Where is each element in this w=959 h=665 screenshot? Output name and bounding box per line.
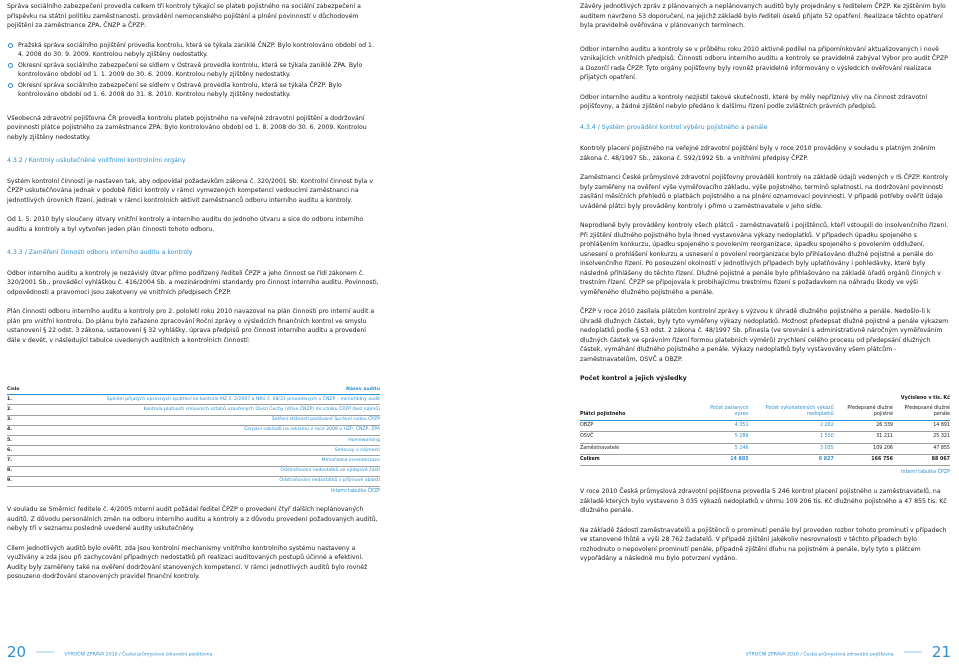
table-row [7,425,380,435]
column-header: Plátci pojistného [580,404,700,421]
system-paragraph: Systém kontrolní činnosti je nastaven tak, aby odpovídal požadavkům zákona č. 320/2001 Sb. Kontrolní činnost byla v ČPZP uskutečňována jednak v podobě řídicí kontroly v rámci vymezených kompetencí vedoucími zaměstnanci na jednotlivých úrovních řízení, jednak v rámci kontrolních aktivit zaměstnanců odboru interního auditu a kontroly. [7,177,373,204]
section-heading-433: 4.3.3 / Zaměření činnosti odboru interního auditu a kontroly [7,249,193,256]
vzp-paragraph: Všeobecná zdravotní pojišťovna ČR provedla kontrolu plateb pojistného na veřejné zdravotní pojištění a dodržování povinností plátce pojistného za zaměstnance ZPA. Bylo kontrolováno období od 1. 8. 2008 do 30. 6. 2009. Kontrolou nebyly zjištěny nedostatky. [7,114,367,141]
zamestnanci-paragraph: Zaměstnanci České průmyslové zdravotní pojišťovny prováděli kontroly na základě údajů vedených v IS ČPZP. Kontroly byly zaměřeny na ověření výše vyměřovacího základu, výše pojistného, termínů splatnosti, na dodržování povinností zasílání měsíčních přehledů o platbách pojistného a na plnění oznamovací povinnosti. V případě potřeby ověřit údaje uváděné plátci byly prováděny kontroly i přímo u zaměstnavatele v jeho sídle. [580,174,949,210]
table-cell: 3 035 [749,443,834,454]
table-cell: 14 883 [700,454,749,465]
table-cell: Celkem [580,454,700,465]
audit-name: Splnění přijatých opravných opatření ke kontrole MZ č. 2/2007 a NKÚ č. 08/31 provedených v ČNZP – mimořádný audit [27,395,380,405]
table-cell: 6 827 [749,454,834,465]
table-source: Interní tabulka ČPZP [331,489,380,495]
table-row [7,415,380,425]
row-number: 8. [7,466,27,476]
vroce-paragraph: V roce 2010 Česká průmyslová zdravotní pojišťovna provedla 5 246 kontrol placení pojistného u zaměstnavatelů, na základě kterých bylo vystaveno 3 035 výkazů nedoplatků v úhrnu 109 206 tis. Kč dlužného pojistného a 47 855 tis. Kč dlužného penále. [580,488,947,515]
row-number: 3. [7,415,27,425]
unit-label: Vyčísleno v tis. Kč [900,395,950,401]
list-item: Okresní správa sociálního zabezpečení se sídlem v Ostravě provedla kontrolu, která se týkala ČPZP. Bylo kontrolováno období od 1. 6. 2008 do 31. 8. 2010. Kontrolou nebyly zjištěny nedostatky. [7,81,380,100]
table-cell: 88 067 [893,454,950,465]
column-header: Předepsané dlužné pojistné [834,404,893,421]
column-header-name: Název auditu [27,385,380,395]
table-cell: 2 262 [749,421,834,432]
plan-paragraph: Plán činnosti odboru interního auditu a kontroly pro 2. pololetí roku 2010 navazoval na plán činnosti pro interní audit a plán pro vnitřní kontrolu. Do plánu bylo zařazeno zpracování Roční zprávy o výsledcích finančních kontrol ve smyslu ustanovení § 22 odst. 3 zákona, ustanovení § 32 vyhlášky, úprava předpisů pro činnost interního auditu a provedení dále v devět, v následující tabulce uvedených auditních a kontrolních činností: [7,308,375,344]
audit-name: Smlouvy o nájmech [27,446,380,456]
table-row [7,436,380,446]
row-number: 7. [7,456,27,466]
section-heading-434: 4.3.4 / Systém provádění kontrol výběru pojistného a penále [580,123,768,131]
table-row [580,432,950,443]
audit-name: Homeworking [27,436,380,446]
table-header-row [7,385,380,395]
footer-text: VÝROČNÍ ZPRÁVA 2010 / Česká průmyslová zdravotní pojišťovna [64,652,213,658]
column-header-number: Číslo [7,385,27,395]
table-source: Interní tabulka ČPZP [901,469,950,475]
table-cell: 109 206 [834,443,893,454]
column-header: Předepsané dlužné penále [893,404,950,421]
audit-name: Odstraňování nedostatků ve výdajové části [27,466,380,476]
table-header-row [580,404,950,421]
audit-name: Šetření stížnosti podávané Správní radou ČPZP [27,415,380,425]
table-cell: 5 246 [700,443,749,454]
soulad-paragraph: V souladu se Směrnicí ředitele č. 4/2005 Interní audit požádal ředitel ČPZP o provedení čtyř dalších neplánovaných auditů. Z důvodu personálních změn na odboru interního auditu a kontroly a z důvodu provedení požadovaných auditů, nebyly tři v seznamu posledně uvedené audity uskutečněny. [7,506,378,533]
table-row [580,421,950,432]
cpzp2010-paragraph: ČPZP v roce 2010 zasílala plátcům kontrolní zprávy s výzvou k úhradě dlužného pojistného a penále. Nedošlo-li k úhradě dlužných částek, byly tyto vyměřeny výkazy nedoplatků. Možnost předepsat dlužné pojistné a penále výkazem nedoplatků podle § 53 odst. 2 zákona č. 48/1997 Sb. přinesla (ve srovnání s administrativně náročným vyměřováním dlužných částek ve správním řízení formou platebních výměrů) zrychlení celého procesu od předepsání dlužných částek, vymáhání dlužného pojistného a penále. Výkazy nedoplatků byly vystavovány všem plátcům - zaměstnavatelům, OSVČ a OBZP. [580,308,949,363]
audit-name: Kontrola platnosti smluvních vztahů uzavřených Divizí Čechy (dříve ČNZP) do vzniku ČPZP (bez nájmů) [27,405,380,415]
section-heading-432: 4.3.2 / Kontroly uskutečněné vnitřními kontrolními orgány [7,157,186,164]
table-cell: Zaměstnavatelé [580,443,700,454]
table-row [7,466,380,476]
audit-name: Čerpání nákladů na reklamu v roce 2009 v HZP, ČNZP, ZPA [27,425,380,435]
table-cell: 1 550 [749,432,834,443]
intro-paragraph: Správa sociálního zabezpečení provedla celkem tři kontroly týkající se plateb pojistného na sociální zabezpečení a příspěvku na státní politiku zaměstnanosti, provádění nemocenského pojištění a plnění povinností v důchodovém pojištění za zaměstnance ZPA, ČNZP a ČPZP: [7,3,361,29]
table-cell: 25 321 [893,432,950,443]
table-cell: 31 211 [834,432,893,443]
row-number: 2. [7,405,27,415]
table-row [7,446,380,456]
column-header: Počet vykonatelných výkazů nedoplatků [749,404,834,421]
odbor-roku-paragraph: Odbor interního auditu a kontroly se v průběhu roku 2010 aktivně podílel na připomínkování aktualizovaných i nově vznikajících vnitřních předpisů. Činnosti odboru interního auditu a kontroly se pravidelně zabýval Výbor pro audit ČPZP a Dozorčí rada ČPZP. Tyto orgány pojišťovny byly rovněž pravidelně informovány o výsledcích ověřování realizace přijatých opatření. [580,45,948,81]
audit-table [7,385,380,592]
zavery-paragraph: Závěry jednotlivých zpráv z plánovaných a neplánovaných auditů byly projednány s ředitelem ČPZP. Ke zjištěním bylo auditem navrženo 53 doporučení, na jejichž základě bylo řediteli úseků přijato 52 opatření. Realizace těchto opatření byla pravidelně ověřována v plánovaných termínech. [580,3,946,29]
row-number: 5. [7,436,27,446]
row-number: 4. [7,425,27,435]
row-number: 1. [7,395,27,405]
audit-name: Odstraňování nedostatků v příjmové oblasti [27,476,380,486]
table-row [580,443,950,454]
page-number: 21 [931,643,951,661]
left-column [7,0,380,355]
table-cell: 4 351 [700,421,749,432]
od-paragraph: Od 1. 5. 2010 byly sloučeny útvary vnitřní kontroly a interního auditu do jednoho útvaru a sice do odboru interního auditu a kontroly a byl vytvořen jeden plán činnosti tohoto odboru. [7,216,364,233]
audit-name: Mimořádná inventarizace [27,456,380,466]
total-row [580,454,950,465]
right-column [580,0,950,574]
odbor-paragraph: Odbor interního auditu a kontroly je nezávislý útvar přímo podřízený řediteli ČPZP a jeho činnost se řídí zákonem č. 320/2001 Sb., prováděcí vyhláškou č. 416/2004 Sb. a mezinárodními standardy pro činnost interního auditu. Povinnosti, odpovědnosti a pravomoci jsou zakotveny ve vnitřních předpisech ČPZP. [7,269,379,296]
table-row [7,395,380,405]
list-item: Pražská správa sociálního pojištění provedla kontrolu, která se týkala zaniklé ČNZP. Bylo kontrolováno období od 1. 4. 2008 do 30. 9. 2009. Kontrolou nebyly zjištěny nedostatky. [7,41,380,60]
row-number: 9. [7,476,27,486]
table-cell: 166 756 [834,454,893,465]
count-table-title: Počet kontrol a jejich výsledky [580,375,687,382]
inspection-list [7,41,380,100]
table-row [7,405,380,415]
table-cell: OSVČ [580,432,700,443]
neprodlene-paragraph: Neprodleně byly prováděny kontroly všech plátců - zaměstnavatelů i pojištěnců, kteří vstoupili do insolvenčního řízení. Při zjištění dlužného pojistného byla ihned vystavována výkazy nedoplatků. V případech úpadku spojeného s prohlášením konkurzu, úpadku spojeného s povolením reorganizace, úpadku spojeného s povolením oddlužení, usnesení o prohlášení konkurzu a usnesení o povolení reorganizace bylo přihlašováno dlužné pojistné a penále do insolvenčního řízení. Po posouzení okolností v jednotlivých případech byly uplatňovány i pohledávky, které byly následně přihlášeny do těchto řízení. Dlužné pojistné a penále bylo přihlašováno na základě úřadů orgánů činných v trestním řízení. ČPZP se připojovala k probíhajícímu trestnímu řízení s požadavkem na náhradu škody ve výši vyměřeného dlužného pojistného a penále. [580,222,949,296]
kontroly-paragraph: Kontroly placení pojistného na veřejné zdravotní pojištění byly v roce 2010 prováděny v souladu s platným zněním zákona č. 48/1997 Sb., zákona č. 592/1992 Sb. a vnitřními předpisy ČPZP. [580,145,936,162]
cilem-paragraph: Cílem jednotlivých auditů bylo ověřit, zda jsou kontrolní mechanismy vnitřního kontrolního systému nastaveny a využívány a zda jsou při zachycování případných nedostatků při realizaci auditovaných postupů účinné a efektivní. Audity byly zaměřeny také na ověření dodržování stanovených kompetencí. V rámci jednotlivých auditů bylo rovněž posouzeno dodržování stanovených pravidel finanční kontroly. [7,544,368,581]
list-item: Okresní správa sociálního zabezpečení se sídlem v Ostravě provedla kontrolu, která se týkala zaniklé ZPA. Bylo kontrolováno období od 1. 1. 2009 do 30. 6. 2009. Kontrolou nebyly zjištěny nedostatky. [7,61,380,80]
footer-left [7,643,212,661]
table-cell: 47 855 [893,443,950,454]
table-row [7,476,380,486]
table-cell: 5 286 [700,432,749,443]
footer-right [746,643,951,661]
footer-divider-icon [904,646,922,658]
nazaklade-paragraph: Na základě žádostí zaměstnavatelů a pojištěnců o prominutí penále byl proveden rozbor tohoto prominutí v případech ve stanovené lhůtě a výši 28 762 žadatelů. V případě zjištění jakékoliv nesrovnalosti v těchto případech bylo rozhodnuto o nepovolení prominutí penále, případně zjištění dluhu na pojistném a penále, byly tyto s plátcem vypořádány a následně mu bylo potvrzení vydáno. [580,526,947,563]
table-cell: 14 891 [893,421,950,432]
page-number: 20 [7,643,27,661]
footer-divider-icon [36,646,54,658]
column-header: Počet zaslaných výzev [700,404,749,421]
count-table [580,394,950,466]
footer-text: VÝROČNÍ ZPRÁVA 2010 / Česká průmyslová zdravotní pojišťovna [745,652,894,658]
nezjistil-paragraph: Odbor interního auditu a kontroly nezjistil takové skutečnosti, které by měly nepříznivý vliv na činnost zdravotní pojišťovny, a žádné zjištění nebylo předáno k dalšímu řízení podle zvláštních právních předpisů. [580,93,928,110]
row-number: 6. [7,446,27,456]
table-cell: 26 339 [834,421,893,432]
table-cell: OBZP [580,421,700,432]
table-row [7,456,380,466]
